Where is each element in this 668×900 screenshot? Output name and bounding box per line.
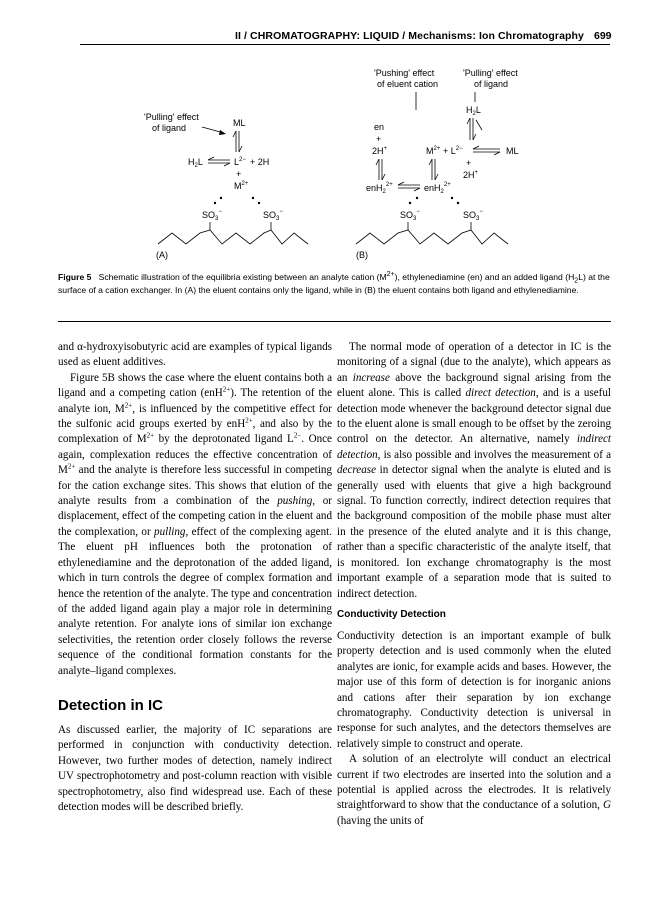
panel-a-eq-arrowhead-up — [233, 131, 236, 137]
panel-b-l: + $L^{2-}$ — [443, 146, 463, 156]
figure-caption-label: Figure 5 — [58, 272, 92, 282]
panel-a-dot — [252, 197, 254, 199]
panel-a-h2l-eq-top-head — [208, 157, 214, 160]
panel-a-plus: + — [236, 169, 242, 179]
panel-b-ml: ML — [506, 146, 519, 156]
panel-b-pushing-line1: 'Pushing' effect — [374, 68, 435, 78]
panel-b-m-eq-up-head — [429, 159, 432, 165]
panel-a-dot — [214, 202, 216, 204]
panel-b-en-eq-up-head — [376, 159, 379, 165]
left-paragraph-1: and α-hydroxyisobutyric acid are examples of typical ligands used as eluent additives. — [58, 341, 332, 369]
figure-5-diagram — [130, 58, 550, 263]
panel-b-so3-right: $SO_3^-$ — [463, 209, 483, 222]
panel-b-enh2-eq-top-head — [398, 182, 404, 185]
panel-a-m: $M^{2+}$ — [234, 181, 249, 191]
panel-a-dot — [258, 202, 260, 204]
panel-a-pulling-arrowhead — [219, 130, 226, 135]
panel-a-ml: ML — [233, 118, 246, 128]
panel-b-dot — [451, 197, 453, 199]
right-column — [337, 340, 611, 829]
page-number: 699 — [594, 30, 612, 42]
panel-b-2h-right: 2H+ — [463, 170, 479, 180]
panel-b-enh2-eq-bottom-head — [414, 188, 420, 191]
panel-b-pulling-pointer — [476, 120, 482, 130]
right-paragraph-2: Conductivity detection is an important example of bulk property detection and is used commonly when the eluted analytes are ionic, for example acids and bases. However, the major use of this form of detection is for inorganic anions and cations after their separation by ion exchange chromatography. Conductivity detection is universal in response for such analytes, and the detectors themselves are relatively simple to construct and operate. — [337, 629, 611, 750]
caption-rule — [58, 321, 611, 322]
panel-a-h2l-eq-bottom-head — [224, 163, 230, 166]
panel-b-plus-2: + — [466, 158, 472, 168]
panel-b — [356, 68, 519, 260]
panel-b-en-eq-down-head — [382, 174, 385, 180]
panel-a-eq-arrowhead-down — [239, 146, 242, 152]
left-paragraph-3: As discussed earlier, the majority of IC separations are performed in conjunction with conductivity detection. However, two further modes of detection, namely indirect UV spectrophotometry and post-column reaction with visible spectrophotometry, also find widespread use. Each of these detection modes will be described briefly. — [58, 723, 332, 813]
panel-b-m-eq-down-head — [435, 174, 438, 180]
panel-b-h2l-eq-up-head — [467, 118, 470, 124]
panel-b-plus-1: + — [376, 134, 382, 144]
panel-b-pulling-line2: of ligand — [474, 79, 509, 89]
panel-a-plus-2h: + 2H — [250, 157, 270, 167]
panel-b-m: $M^{2+}$ — [426, 146, 441, 156]
panel-b-dot — [409, 202, 411, 204]
panel-b-en: en — [374, 122, 385, 132]
panel-b-so3-left: $SO_3^-$ — [400, 209, 420, 222]
figure-caption — [58, 271, 611, 297]
panel-a-so3-left: $SO_3^-$ — [202, 209, 222, 222]
panel-b-enh2-right: enH$_2^{2+}$ — [424, 182, 451, 195]
panel-b-h2l: $H_2L$ — [466, 105, 481, 117]
panel-a-pulling-line1: 'Pulling' effect — [144, 112, 199, 122]
panel-b-dot — [416, 197, 418, 199]
right-paragraph-3: A solution of an electrolyte will conduct an electrical current if two electrodes are inserted into the solution and a potential is applied across the electrodes. It is relatively straightforward to show that the conductance of a solution, G (having the units of — [337, 753, 611, 827]
panel-b-enh2-left: enH$_2^{2+}$ — [366, 182, 393, 195]
panel-b-2h: 2H+ — [372, 146, 388, 156]
panel-a-l: $L^{2-}$ — [234, 157, 246, 167]
panel-b-ml-eq-bottom-head — [494, 152, 500, 155]
panel-a-so3-right: $SO_3^-$ — [263, 209, 283, 222]
left-paragraph-2: Figure 5B shows the case where the eluent contains both a ligand and a competing cation (enH$^{2+}$). The retention of the analyte ion, $M^{2+}$, is influenced by the competitive effect for the sulfonic acid groups exerted by enH$^{2+}$, and also by the complexation of $M^{2+}$ by the deprotonated ligand $L^{2-}$. Once again, complexation reduces the effective concentration of $M^{2+}$ and the analyte is therefore less successful in competing for the cation exchange sites. This shows that elution of the analyte results from a combination of the pushing, or displacement, effect of the competing cation in the eluent and the complexation, or pulling, effect of the complexing agent. The eluent pH influences both the protonation of ethylenediamine and the deprotonation of the added ligand, which in turn controls the degree of complex formation and hence the retention of the analyte. The type and concentration of the added ligand again play a major role in determining analyte retention. For analyte ions of similar ion exchange selectivities, the retention order closely follows the reverse sequence of the conditional formation constants for the analyte–ligand complexes. — [58, 371, 332, 677]
panel-b-label: (B) — [356, 250, 368, 260]
panel-b-pulling-line1: 'Pulling' effect — [463, 68, 518, 78]
panel-a — [144, 112, 308, 260]
panel-a-h2l: $H_2L$ — [188, 157, 203, 169]
panel-b-dot — [457, 202, 459, 204]
panel-b-h2l-eq-down-head — [473, 134, 476, 140]
panel-b-pushing-line2: of eluent cation — [377, 79, 439, 89]
panel-a-label: (A) — [156, 250, 168, 260]
panel-a-pulling-line2: of ligand — [152, 123, 187, 133]
panel-a-dot — [220, 197, 222, 199]
subsection-heading-conductivity: Conductivity Detection — [337, 608, 446, 620]
header-rule — [80, 44, 610, 45]
panel-a-resin-chain — [158, 230, 308, 244]
section-heading-detection: Detection in IC — [58, 696, 164, 714]
panel-b-resin-chain — [356, 230, 508, 244]
left-column — [58, 340, 332, 815]
right-paragraph-1: The normal mode of operation of a detector in IC is the monitoring of a signal (due to the analyte), which appears as an increase above the background signal arising from the eluent alone. This is called direct detection, and is a useful detection mode whenever the background detector signal due to the eluent alone is small enough to be offset by the zeroing control on the detector. An alternative, namely indirect detection, is also possible and involves the measurement of a decrease in detector signal when the analyte is eluted and is generally used with eluents that give a high background signal. To function correctly, indirect detection requires that the background composition of the mobile phase must alter in the presence of the eluted analyte and it is this change, rather than a specific characteristic of the analyte itself, that is monitored. Ion exchange chromatography is the most important example of a separation mode that is suited to indirect detection. — [337, 341, 612, 600]
figure-caption-text: Schematic illustration of the equilibria existing between an analyte cation $(M^{2+})$, ethylenediamine (en) and an added ligand $(H_2L)$ at the surface of a cation exchanger. In (A) the eluent contains only the ligand, while in (B) the eluent contains both ligand and ethylenediamine. — [58, 271, 610, 295]
running-head: II / CHROMATOGRAPHY: LIQUID / Mechanisms: Ion Chromatography — [234, 30, 584, 42]
panel-b-ml-eq-top-head — [473, 146, 479, 149]
